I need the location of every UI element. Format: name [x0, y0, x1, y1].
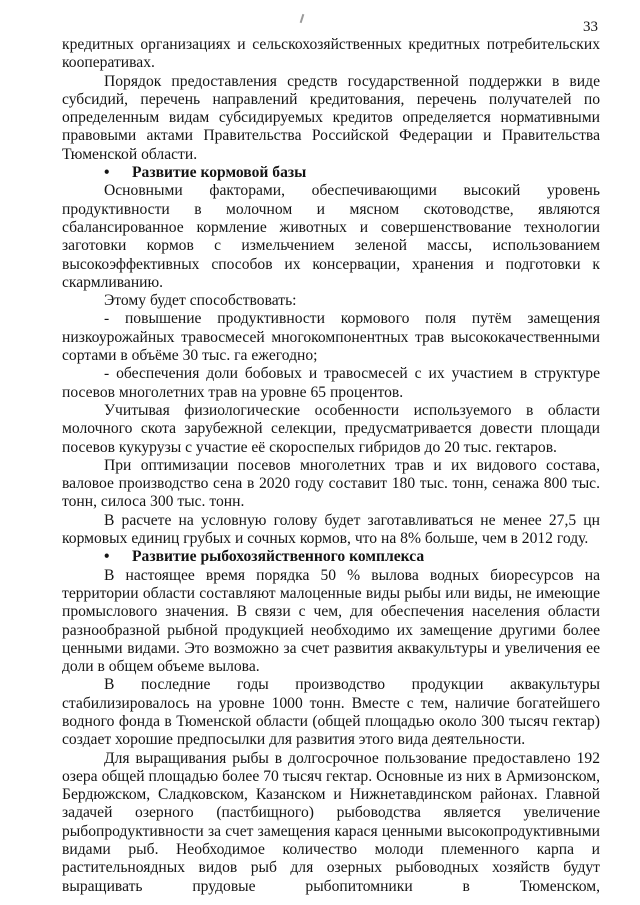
paragraph-feed-units: В расчете на условную голову будет заготавливаться не менее 27,5 цн кормовых единиц грубых и сочных кормов, что на 8% больше, чем в 2012 году.: [62, 511, 600, 548]
page-number: 33: [583, 19, 598, 35]
section-heading-feed-base: [62, 164, 600, 182]
paragraph-factors: Основными факторами, обеспечивающими высокий уровень продуктивности в молочном и мясном скотоводстве, являются сбалансированное кормление животных и совершенствование технологии заготовки кормов с измельчением зеленой массы, использованием высокоэффективных способов их консервации, хранения и подготовки к скармливанию.: [62, 182, 600, 291]
paragraph-aquaculture: В последние годы производство продукции аквакультуры стабилизировалось на уровне 1000 тонн. Вместе с тем, наличие богатейшего водного фонда в Тюменской области (общей площадью около 300 тысяч гектар) создает хорошие предпосылки для развития этого вида деятельности.: [62, 676, 600, 749]
section-heading-text: Развитие кормовой базы: [132, 164, 307, 182]
paragraph-continued: кредитных организациях и сельскохозяйственных кредитных потребительских кооперативах.: [62, 36, 600, 72]
paragraph-procedure: Порядок предоставления средств государственной поддержки в виде субсидий, перечень направлений кредитования, перечень получателей по определенным видам субсидируемых кредитов определяется нормативными правовыми актами Правительства Российской Федерации и Правительства Тюменской области.: [62, 72, 600, 163]
paragraph-catch: В настоящее время порядка 50 % вылова водных биоресурсов на территории области составляют малоценные виды рыбы или виды, не имеющие промыслового значения. В связи с чем, для обеспечения населения области разнообразной рыбной продукцией необходимо их замещение другими более ценными видами. Это возможно за счет развития аквакультуры и увеличения ее доли в общем объеме вылова.: [62, 566, 600, 676]
bullet-icon: •: [104, 164, 110, 182]
section-heading-fishery: [62, 548, 600, 566]
paragraph-lakes: Для выращивания рыбы в долгосрочное пользование предоставлено 192 озера общей площадью более 70 тысяч гектар. Основные из них в Армизонском, Бердюжском, Сладковском, Казанском и Нижнетавдинском районах. Главной задачей озерного (пастбищного) рыбоводства является увеличение рыбопродуктивности за счет замещения карася ценными высокопродуктивными видами рыб. Необходимое количество молоди племенного карпа и растительноядных видов рыб для озерных рыбоводных хозяйств будут выращивать прудовые рыбопитомники в Тюменском,: [62, 749, 600, 895]
paragraph-corn: Учитывая физиологические особенности используемого в области молочного скота зарубежной селекции, предусматривается довести площади посевов кукурузы с участие её скороспелых гибридов до 20 тыс. гектаров.: [62, 401, 600, 456]
list-item-productivity: - повышение продуктивности кормового поля путём замещения низкоурожайных травосмесей многокомпонентных трав высококачественными сортами в объёме 30 тыс. га ежегодно;: [62, 310, 600, 365]
paragraph-promote: Этому будет способствовать:: [104, 292, 297, 310]
list-item-legumes: - обеспечения доли бобовых и травосмесей с их участием в структуре посевов многолетних трав на уровне 65 процентов.: [62, 365, 600, 401]
paragraph-hay: При оптимизации посевов многолетних трав и их видового состава, валовое производство сена в 2020 году составит 180 тыс. тонн, сенажа 800 тыс. тонн, силоса 300 тыс. тонн.: [62, 456, 600, 511]
document-body: [62, 36, 600, 896]
scan-artifact-mark: [300, 14, 305, 23]
bullet-icon: •: [104, 548, 110, 566]
section-heading-text: Развитие рыбохозяйственного комплекса: [132, 548, 425, 566]
